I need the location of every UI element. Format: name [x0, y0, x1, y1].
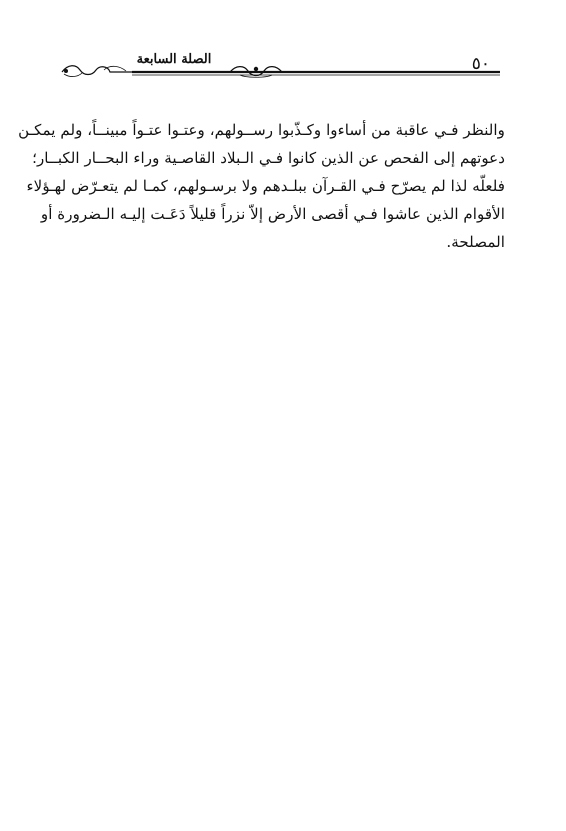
- text-line: والنظر فـي عاقبة من أساءوا وكـذّبوا رســولهم، وعتـوا عتـواً مبينــاً، ولم يمكـن: [18, 121, 505, 139]
- body-paragraph: [18, 116, 505, 256]
- text-line: فلعلّه لذا لم يصرّح فـي القـرآن ببلـدهم ولا برسـولهم، كمـا لم يتعـرّض لهـؤلاء: [26, 177, 505, 195]
- page-number: ٥٠: [471, 54, 490, 74]
- text-line: دعوتهم إلى الفحص عن الذين كانوا فـي الـبلاد القاصـية وراء البحــار الكبــار؛: [32, 149, 505, 167]
- page-header: [60, 52, 500, 78]
- running-title: الصلة السابعة: [136, 52, 212, 67]
- text-line: الأقوام الذين عاشوا فـي أقصى الأرض إلاّ نزراً قليلاً دَعَـت إليـه الـضرورة أو: [40, 205, 505, 223]
- text-line: المصلحة.: [446, 233, 505, 251]
